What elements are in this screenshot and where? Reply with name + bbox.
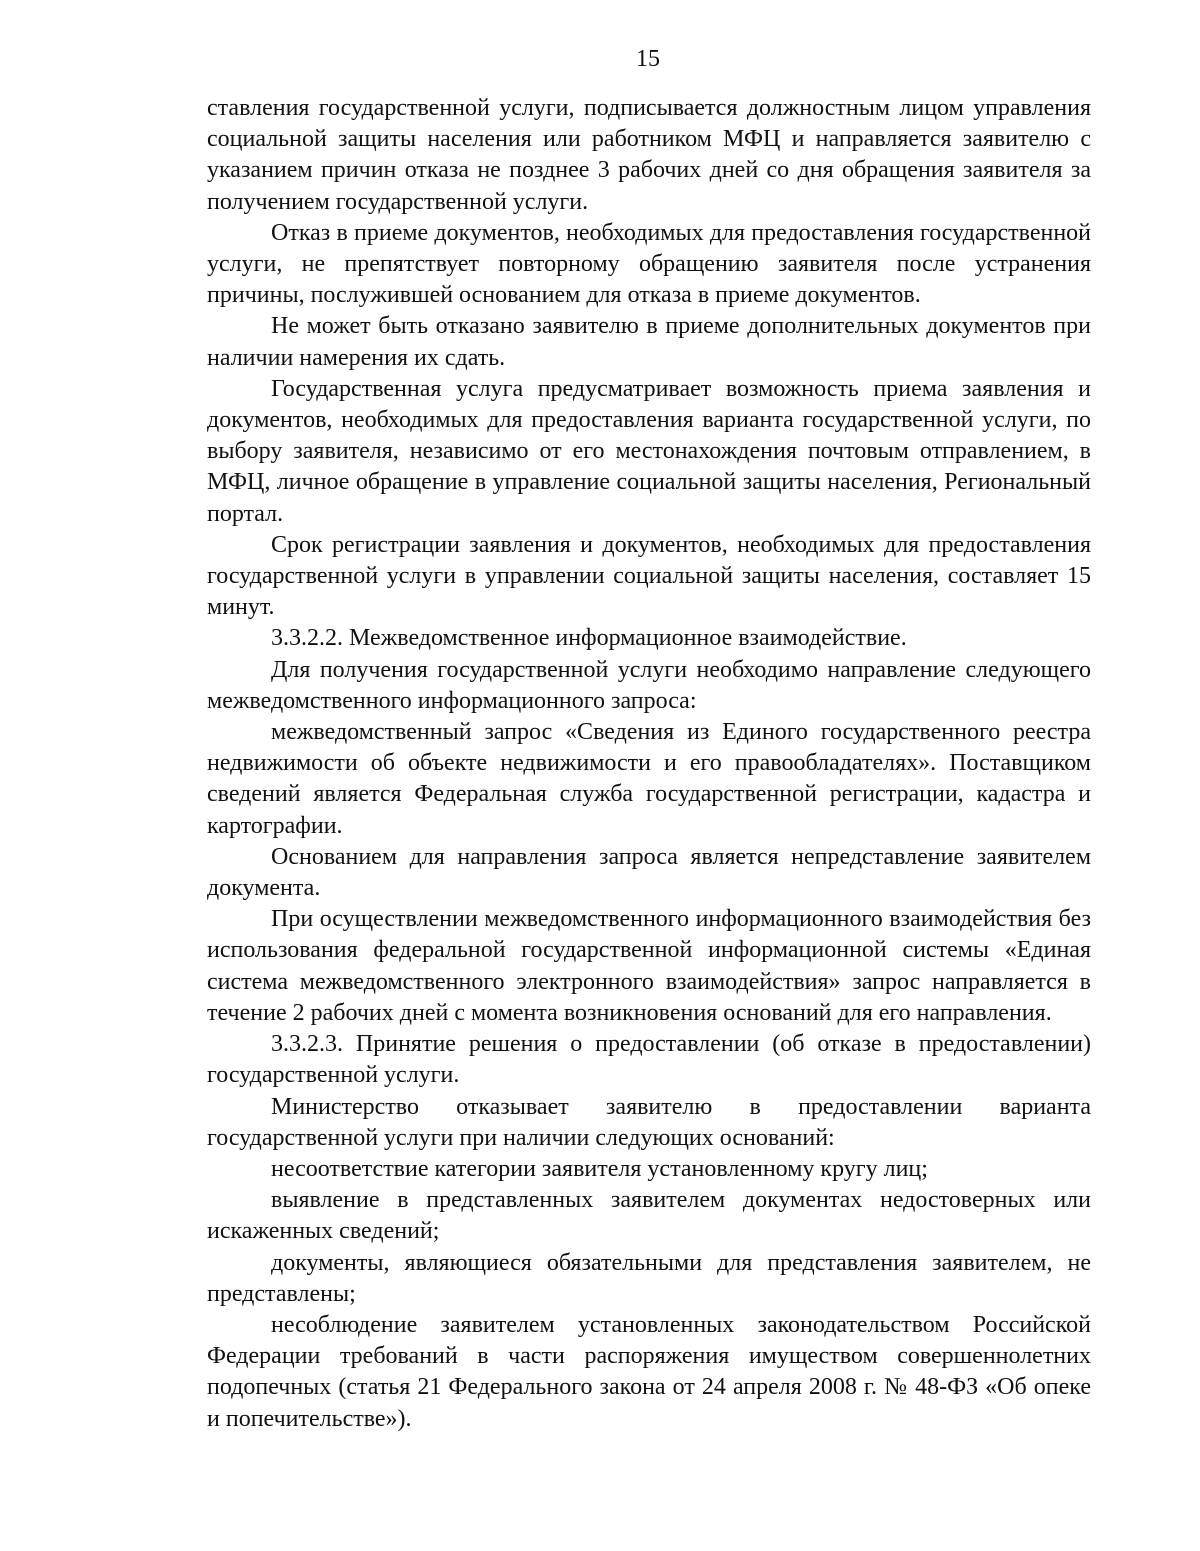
list-item: несоблюдение заявителем установленных законодательством Российской Федерации требований в части распоряжения имуществом совершеннолетних подопечных (статья 21 Федерального закона от 24 апреля 2008 г. № 48-ФЗ «Об опеке и попечительстве»).: [207, 1311, 1091, 1432]
section-heading: 3.3.2.3. Принятие решения о предоставлении (об отказе в предоставлении) государственной услуги.: [207, 1031, 1091, 1089]
paragraph: Срок регистрации заявления и документов, необходимых для предоставления государственной услуги в управлении социальной защиты населения, составляет 15 минут.: [207, 531, 1091, 621]
document-body: [207, 93, 1091, 1435]
list-item: документы, являющиеся обязательными для представления заявителем, не представлены;: [207, 1249, 1091, 1307]
paragraph: Основанием для направления запроса является непредставление заявителем документа.: [207, 843, 1091, 902]
list-item: выявление в представленных заявителем документах недостоверных или искаженных сведений;: [207, 1187, 1091, 1245]
paragraph: При осуществлении межведомственного информационного взаимодействия без использования федеральной государственной информационной системы «Единая система межведомственного электронного взаимодействия» запрос направляется в течение 2 рабочих дней с момента возникновения оснований для его направления.: [207, 906, 1091, 1026]
paragraph: ставления государственной услуги, подписывается должностным лицом управления социальной защиты населения или работником МФЦ и направляется заявителю с указанием причин отказа не позднее 3 рабочих дней со дня обращения заявителя за получением государственной услуги.: [207, 95, 1091, 215]
section-heading: 3.3.2.2. Межведомственное информационное взаимодействие.: [271, 625, 907, 652]
paragraph: Государственная услуга предусматривает возможность приема заявления и документов, необходимых для предоставления варианта государственной услуги, по выбору заявителя, независимо от его местонахождения почтовым отправлением, в МФЦ, личное обращение в управление социальной защиты населения, Региональный портал.: [207, 375, 1091, 527]
paragraph: Министерство отказывает заявителю в предоставлении варианта государственной услуги при наличии следующих оснований:: [207, 1093, 1091, 1151]
paragraph: межведомственный запрос «Сведения из Единого государственного реестра недвижимости об объекте недвижимости и его правообладателях». Поставщиком сведений является Федеральная служба государственной регистрации, кадастра и картографии.: [207, 719, 1091, 839]
paragraph: Не может быть отказано заявителю в приеме дополнительных документов при наличии намерения их сдать.: [207, 313, 1091, 371]
list-item: несоответствие категории заявителя установленному кругу лиц;: [271, 1155, 928, 1182]
paragraph: Отказ в приеме документов, необходимых для предоставления государственной услуги, не препятствует повторному обращению заявителя после устранения причины, послужившей основанием для отказа в приеме документов.: [207, 219, 1091, 309]
paragraph: Для получения государственной услуги необходимо направление следующего межведомственного информационного запроса:: [207, 656, 1091, 714]
page-number: 15: [636, 46, 660, 72]
